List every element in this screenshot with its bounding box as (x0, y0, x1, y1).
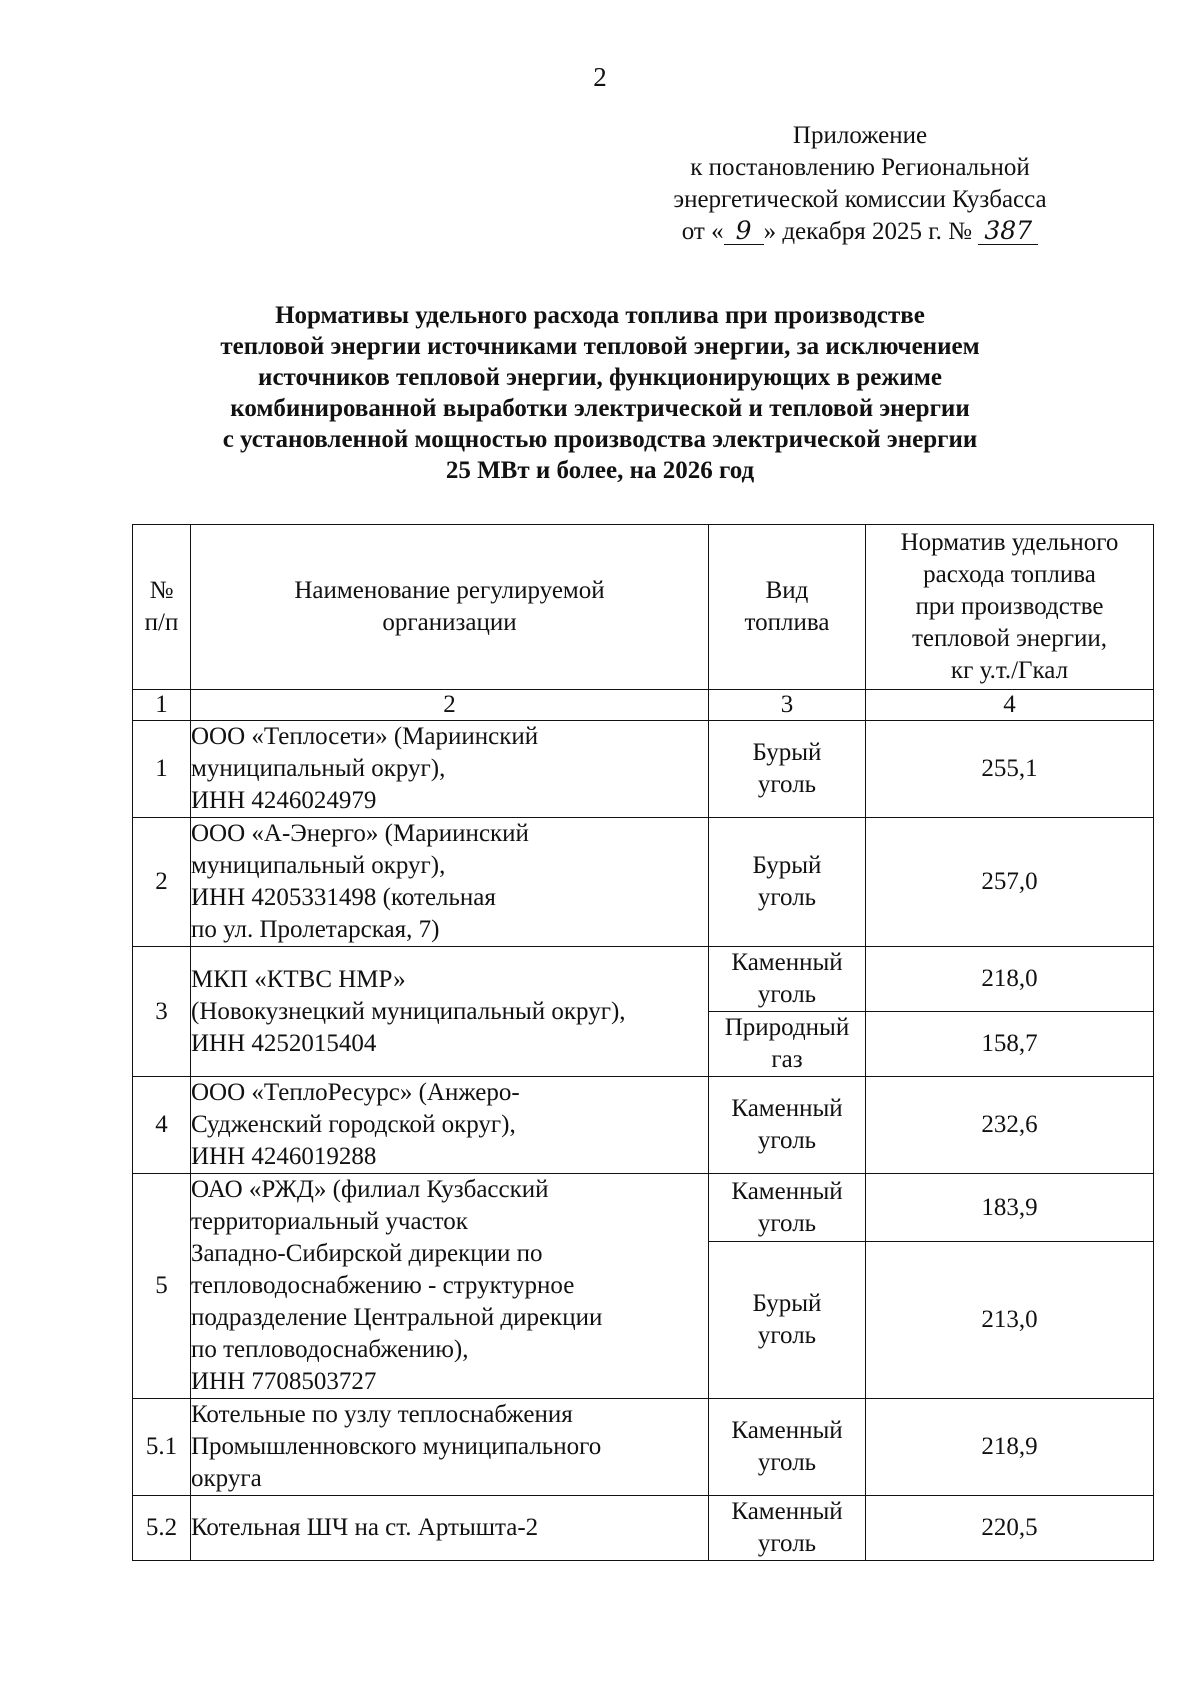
appendix-line-1: Приложение (792, 122, 928, 149)
norms-table (132, 524, 1154, 1561)
fuel-type (709, 947, 866, 1012)
organization-line: Котельная ШЧ на ст. Артышта-2 (191, 1514, 539, 1541)
date-prefix: от « (681, 218, 724, 245)
header-text: № (149, 577, 174, 604)
header-organization (191, 525, 709, 690)
column-number: 1 (133, 690, 191, 721)
appendix-date-line (560, 216, 1160, 248)
document-title (150, 300, 1050, 486)
organization-line: по тепловодоснабжению), (191, 1336, 469, 1363)
norm-value: 158,7 (866, 1012, 1154, 1077)
fuel-line: уголь (757, 981, 817, 1008)
organization-line: Западно-Сибирской дирекции по (191, 1240, 543, 1267)
fuel-type (709, 1174, 866, 1242)
title-line-6: 25 МВт и более, на 2026 год (445, 457, 755, 484)
fuel-type (709, 1012, 866, 1077)
table-row (133, 1399, 1154, 1496)
row-number: 5 (133, 1174, 191, 1399)
appendix-line-3: энергетической комиссии Кузбасса (673, 186, 1047, 213)
organization-line: подразделение Центральной дирекции (191, 1304, 603, 1331)
handwritten-day: 9 (724, 218, 764, 245)
column-number: 3 (709, 690, 866, 721)
fuel-line: уголь (757, 1530, 817, 1557)
header-text: тепловой энергии, (911, 625, 1108, 652)
norm-value: 213,0 (866, 1242, 1154, 1399)
row-number: 3 (133, 947, 191, 1077)
organization-line: муниципальный округ), (191, 852, 446, 879)
fuel-line: Каменный (731, 1417, 843, 1444)
header-text: топлива (744, 609, 830, 636)
fuel-line: уголь (757, 1449, 817, 1476)
organization-line: (Новокузнецкий муниципальный округ), (191, 997, 626, 1025)
norm-value: 257,0 (866, 818, 1154, 947)
title-line-2: тепловой энергии источниками тепловой энергии, за исключением (220, 333, 980, 360)
norm-value: 220,5 (866, 1496, 1154, 1561)
column-number: 2 (191, 690, 709, 721)
organization-line: ИНН 4205331498 (котельная (191, 884, 496, 911)
fuel-line: Природный (724, 1014, 850, 1041)
norm-value: 232,6 (866, 1077, 1154, 1174)
fuel-line: уголь (757, 884, 817, 911)
appendix-line-2: к постановлению Региональной (690, 154, 1030, 181)
table-header-row (133, 525, 1154, 690)
header-text: Наименование регулируемой (294, 577, 605, 604)
organization-line: Судженский городской округ), (191, 1111, 516, 1138)
organization-line: муниципальный округ), (191, 755, 446, 782)
organization-line: территориальный участок (191, 1208, 468, 1235)
row-number: 4 (133, 1077, 191, 1174)
header-number (133, 525, 191, 690)
organization-line: ООО «А-Энерго» (Мариинский (191, 820, 529, 847)
organization-name (191, 1399, 709, 1496)
row-number: 2 (133, 818, 191, 947)
table-row (133, 721, 1154, 818)
fuel-type (709, 818, 866, 947)
norm-value: 183,9 (866, 1174, 1154, 1242)
fuel-type (709, 721, 866, 818)
fuel-line: Бурый (752, 1290, 822, 1317)
organization-line: ООО «ТеплоРесурс» (Анжеро- (191, 1079, 520, 1106)
organization-name (191, 1496, 709, 1561)
row-number: 5.1 (133, 1399, 191, 1496)
header-text: Норматив удельного (900, 529, 1119, 556)
norm-value: 255,1 (866, 721, 1154, 818)
fuel-line: Бурый (752, 739, 822, 766)
header-fuel-type (709, 525, 866, 690)
organization-line: ИНН 4252015404 (191, 1029, 377, 1057)
organization-line: Котельные по узлу теплоснабжения (191, 1401, 573, 1428)
fuel-type (709, 1399, 866, 1496)
header-text: п/п (144, 609, 179, 636)
table-row (133, 818, 1154, 947)
title-line-1: Нормативы удельного расхода топлива при производстве (275, 302, 925, 329)
page-number: 2 (593, 62, 607, 92)
appendix-header (560, 120, 1160, 248)
fuel-type (709, 1496, 866, 1561)
table-row (133, 1174, 1154, 1242)
organization-line: ИНН 7708503727 (191, 1368, 377, 1395)
organization-name (191, 1174, 709, 1399)
title-line-4: комбинированной выработки электрической и тепловой энергии (230, 395, 970, 422)
organization-line: округа (191, 1465, 262, 1492)
organization-name (191, 818, 709, 947)
header-text: Вид (765, 577, 809, 604)
fuel-type (709, 1077, 866, 1174)
table-row (133, 1077, 1154, 1174)
date-middle: » декабря 2025 г. № (763, 218, 973, 245)
header-text: расхода топлива (923, 561, 1096, 588)
norm-value: 218,9 (866, 1399, 1154, 1496)
organization-line: ИНН 4246024979 (191, 787, 377, 814)
handwritten-doc-number: 387 (978, 218, 1038, 245)
fuel-line: уголь (757, 1322, 817, 1349)
organization-line: МКП «КТВС НМР» (191, 965, 406, 993)
fuel-line: Каменный (731, 1095, 843, 1122)
fuel-line: уголь (757, 1127, 817, 1154)
header-text: при производстве (915, 593, 1104, 620)
row-number: 1 (133, 721, 191, 818)
organization-line: ИНН 4246019288 (191, 1143, 377, 1170)
organization-name (191, 1077, 709, 1174)
fuel-line: Каменный (731, 1177, 843, 1205)
header-norm-value (866, 525, 1154, 690)
column-number: 4 (866, 690, 1154, 721)
organization-line: ООО «Теплосети» (Мариинский (191, 723, 539, 750)
norm-value: 218,0 (866, 947, 1154, 1012)
fuel-line: уголь (757, 771, 817, 798)
organization-line: тепловодоснабжению - структурное (191, 1272, 575, 1299)
organization-line: ОАО «РЖД» (филиал Кузбасский (191, 1176, 549, 1203)
fuel-line: Каменный (731, 1498, 843, 1525)
organization-line: по ул. Пролетарская, 7) (191, 916, 440, 943)
table-row (133, 947, 1154, 1012)
title-line-3: источников тепловой энергии, функционирующих в режиме (258, 364, 942, 391)
title-line-5: с установленной мощностью производства электрической энергии (222, 426, 978, 453)
fuel-line: Каменный (731, 949, 843, 976)
row-number: 5.2 (133, 1496, 191, 1561)
fuel-line: уголь (757, 1209, 817, 1237)
fuel-line: газ (771, 1046, 803, 1073)
organization-name (191, 721, 709, 818)
fuel-type (709, 1242, 866, 1399)
norms-table-body (133, 525, 1154, 1561)
table-row (133, 1496, 1154, 1561)
column-number-row (133, 690, 1154, 721)
organization-name (191, 947, 709, 1077)
header-text: кг у.т./Гкал (950, 657, 1069, 684)
header-text: организации (382, 609, 517, 636)
fuel-line: Бурый (752, 852, 822, 879)
organization-line: Промышленновского муниципального (191, 1433, 602, 1460)
